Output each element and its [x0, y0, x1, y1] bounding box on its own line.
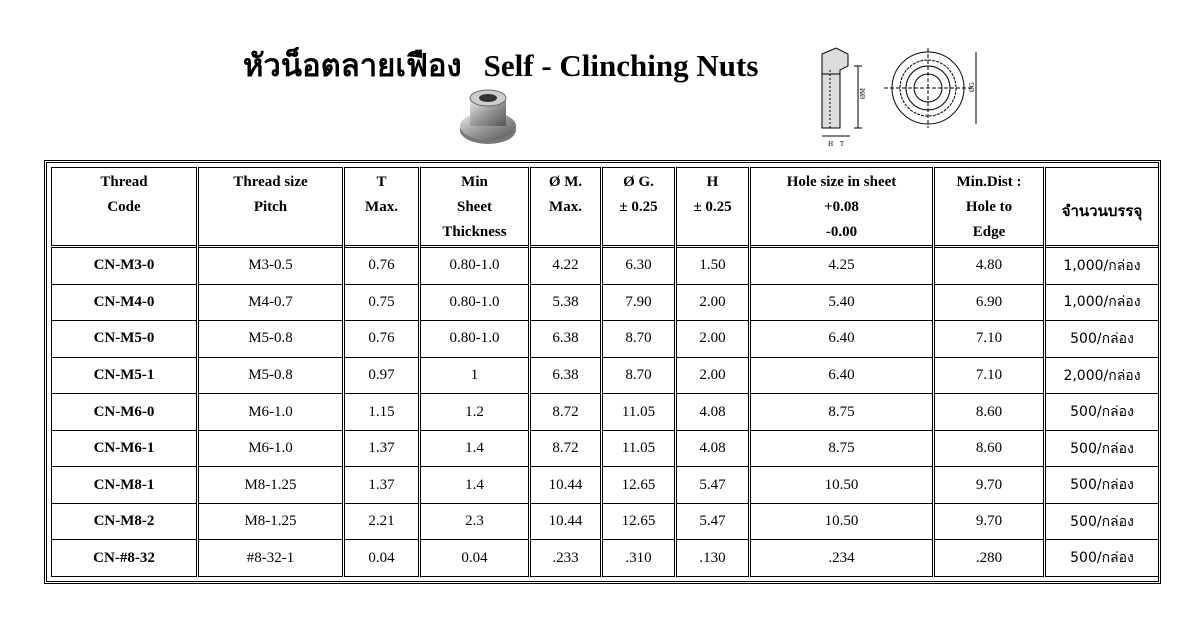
spec-value-cell: M6-1.0 [198, 430, 344, 467]
thread-code-cell: CN-M6-1 [52, 430, 198, 467]
spec-value-cell: 4.25 [750, 247, 934, 285]
thread-code-cell: CN-M5-0 [52, 321, 198, 358]
spec-value-cell: 4.22 [530, 247, 602, 285]
spec-value-cell: 1.37 [344, 467, 420, 504]
spec-value-cell: 10.44 [530, 467, 602, 504]
thread-code-cell: CN-M8-2 [52, 503, 198, 540]
table-row [52, 430, 1159, 467]
spec-value-cell: M3-0.5 [198, 247, 344, 285]
column-header-line: Hole size in sheet [786, 174, 897, 190]
package-qty-cell: 500/กล่อง [1045, 430, 1159, 467]
drawing-label-m: ØM [860, 87, 867, 99]
column-header-line: Max. [365, 199, 398, 215]
column-header [934, 168, 1045, 247]
column-header [344, 168, 420, 247]
spec-value-cell: #8-32-1 [198, 540, 344, 577]
spec-value-cell: M5-0.8 [198, 321, 344, 358]
column-header-line: Hole to [965, 199, 1013, 215]
spec-value-cell: 8.70 [602, 357, 676, 394]
column-header-line: Min.Dist : [956, 174, 1022, 190]
nut-technical-drawing [810, 44, 980, 154]
table-row [52, 503, 1159, 540]
column-header-line: Thread size [233, 174, 308, 190]
spec-value-cell: 2.00 [676, 284, 750, 321]
spec-value-cell: 4.08 [676, 430, 750, 467]
spec-value-cell: 6.40 [750, 321, 934, 358]
package-qty-cell: 500/กล่อง [1045, 321, 1159, 358]
column-header-line: -0.00 [825, 224, 858, 240]
thread-code-cell: CN-M5-1 [52, 357, 198, 394]
thread-code-cell: CN-M6-0 [52, 394, 198, 431]
spec-value-cell: 0.04 [420, 540, 530, 577]
spec-value-cell: 4.08 [676, 394, 750, 431]
package-qty-cell: 1,000/กล่อง [1045, 247, 1159, 285]
column-header-line: Ø M. [548, 174, 583, 190]
column-header [530, 168, 602, 247]
spec-value-cell: .310 [602, 540, 676, 577]
spec-value-cell: 5.47 [676, 467, 750, 504]
spec-value-cell: 0.76 [344, 247, 420, 285]
spec-value-cell: 2.00 [676, 321, 750, 358]
column-header-line: Edge [972, 224, 1006, 240]
spec-table-frame [44, 160, 1161, 584]
spec-table [51, 167, 1159, 577]
column-header [602, 168, 676, 247]
spec-value-cell: 2.3 [420, 503, 530, 540]
column-header-line: Ø G. [623, 174, 654, 190]
column-header-line: +0.08 [824, 199, 859, 215]
spec-value-cell: 8.60 [934, 394, 1045, 431]
column-header-line: Thread [100, 174, 148, 190]
spec-value-cell: 2.00 [676, 357, 750, 394]
spec-value-cell: 10.50 [750, 503, 934, 540]
spec-value-cell: 5.47 [676, 503, 750, 540]
spec-value-cell: 8.75 [750, 394, 934, 431]
package-qty-cell: 500/กล่อง [1045, 394, 1159, 431]
column-header-line: ± 0.25 [619, 199, 658, 215]
spec-value-cell: 9.70 [934, 503, 1045, 540]
spec-value-cell: 9.70 [934, 467, 1045, 504]
spec-value-cell: 10.50 [750, 467, 934, 504]
spec-value-cell: 0.04 [344, 540, 420, 577]
spec-value-cell: 6.38 [530, 357, 602, 394]
spec-value-cell: 0.75 [344, 284, 420, 321]
column-header [750, 168, 934, 247]
spec-value-cell: 0.80-1.0 [420, 284, 530, 321]
drawing-label-h: H [828, 141, 834, 148]
column-header [420, 168, 530, 247]
spec-value-cell: 1.4 [420, 467, 530, 504]
thread-code-cell: CN-M4-0 [52, 284, 198, 321]
table-row [52, 394, 1159, 431]
spec-value-cell: .233 [530, 540, 602, 577]
spec-value-cell: 1.2 [420, 394, 530, 431]
spec-value-cell: 0.80-1.0 [420, 247, 530, 285]
column-header-line: Thickness [442, 224, 507, 240]
spec-value-cell: 7.10 [934, 357, 1045, 394]
spec-value-cell: 0.97 [344, 357, 420, 394]
package-qty-cell: 500/กล่อง [1045, 467, 1159, 504]
spec-value-cell: 8.72 [530, 394, 602, 431]
spec-value-cell: 6.40 [750, 357, 934, 394]
spec-value-cell: 4.80 [934, 247, 1045, 285]
table-header-row [52, 168, 1159, 247]
spec-value-cell: .280 [934, 540, 1045, 577]
column-header-line: Code [107, 199, 141, 215]
spec-value-cell: 12.65 [602, 467, 676, 504]
spec-value-cell: M8-1.25 [198, 467, 344, 504]
column-header [676, 168, 750, 247]
spec-value-cell: 1 [420, 357, 530, 394]
spec-value-cell: 7.90 [602, 284, 676, 321]
spec-value-cell: 1.15 [344, 394, 420, 431]
title-thai: หัวน็อตลายเฟือง [243, 48, 462, 83]
spec-value-cell: 11.05 [602, 394, 676, 431]
spec-value-cell: 0.80-1.0 [420, 321, 530, 358]
spec-value-cell: 8.72 [530, 430, 602, 467]
column-header-line: จำนวนบรรจุ [1061, 204, 1143, 220]
package-qty-cell: 1,000/กล่อง [1045, 284, 1159, 321]
column-header-line: Max. [549, 199, 582, 215]
spec-value-cell: 6.30 [602, 247, 676, 285]
spec-value-cell: .130 [676, 540, 750, 577]
spec-value-cell: 5.40 [750, 284, 934, 321]
spec-value-cell: M4-0.7 [198, 284, 344, 321]
column-header-line: ± 0.25 [693, 199, 732, 215]
title-english: Self - Clinching Nuts [483, 48, 759, 83]
spec-value-cell: M6-1.0 [198, 394, 344, 431]
nut-photo-image [456, 88, 520, 148]
table-row [52, 540, 1159, 577]
table-row [52, 357, 1159, 394]
spec-value-cell: 5.38 [530, 284, 602, 321]
spec-value-cell: 11.05 [602, 430, 676, 467]
column-header-line: Pitch [253, 199, 288, 215]
spec-value-cell: 8.70 [602, 321, 676, 358]
spec-value-cell: M8-1.25 [198, 503, 344, 540]
drawing-label-g: ØG [969, 82, 976, 92]
spec-value-cell: 2.21 [344, 503, 420, 540]
spec-value-cell: 6.90 [934, 284, 1045, 321]
thread-code-cell: CN-#8-32 [52, 540, 198, 577]
column-header [52, 168, 198, 247]
thread-code-cell: CN-M8-1 [52, 467, 198, 504]
spec-value-cell: M5-0.8 [198, 357, 344, 394]
thread-code-cell: CN-M3-0 [52, 247, 198, 285]
column-header-line: T [376, 174, 387, 190]
column-header-line: Min [461, 174, 488, 190]
table-row [52, 321, 1159, 358]
spec-value-cell: 10.44 [530, 503, 602, 540]
spec-value-cell: 8.60 [934, 430, 1045, 467]
package-qty-cell: 2,000/กล่อง [1045, 357, 1159, 394]
spec-value-cell: 1.37 [344, 430, 420, 467]
spec-value-cell: .234 [750, 540, 934, 577]
table-row [52, 247, 1159, 285]
spec-value-cell: 1.4 [420, 430, 530, 467]
spec-value-cell: 8.75 [750, 430, 934, 467]
drawing-label-t: T [840, 141, 845, 148]
spec-value-cell: 7.10 [934, 321, 1045, 358]
spec-value-cell: 0.76 [344, 321, 420, 358]
column-header-line: Sheet [457, 199, 492, 215]
package-qty-cell: 500/กล่อง [1045, 540, 1159, 577]
spec-value-cell: 6.38 [530, 321, 602, 358]
table-row [52, 284, 1159, 321]
column-header-line: H [706, 174, 719, 190]
spec-value-cell: 1.50 [676, 247, 750, 285]
column-header [1045, 168, 1159, 247]
page-title [243, 40, 758, 90]
spec-value-cell: 12.65 [602, 503, 676, 540]
package-qty-cell: 500/กล่อง [1045, 503, 1159, 540]
column-header [198, 168, 344, 247]
table-row [52, 467, 1159, 504]
